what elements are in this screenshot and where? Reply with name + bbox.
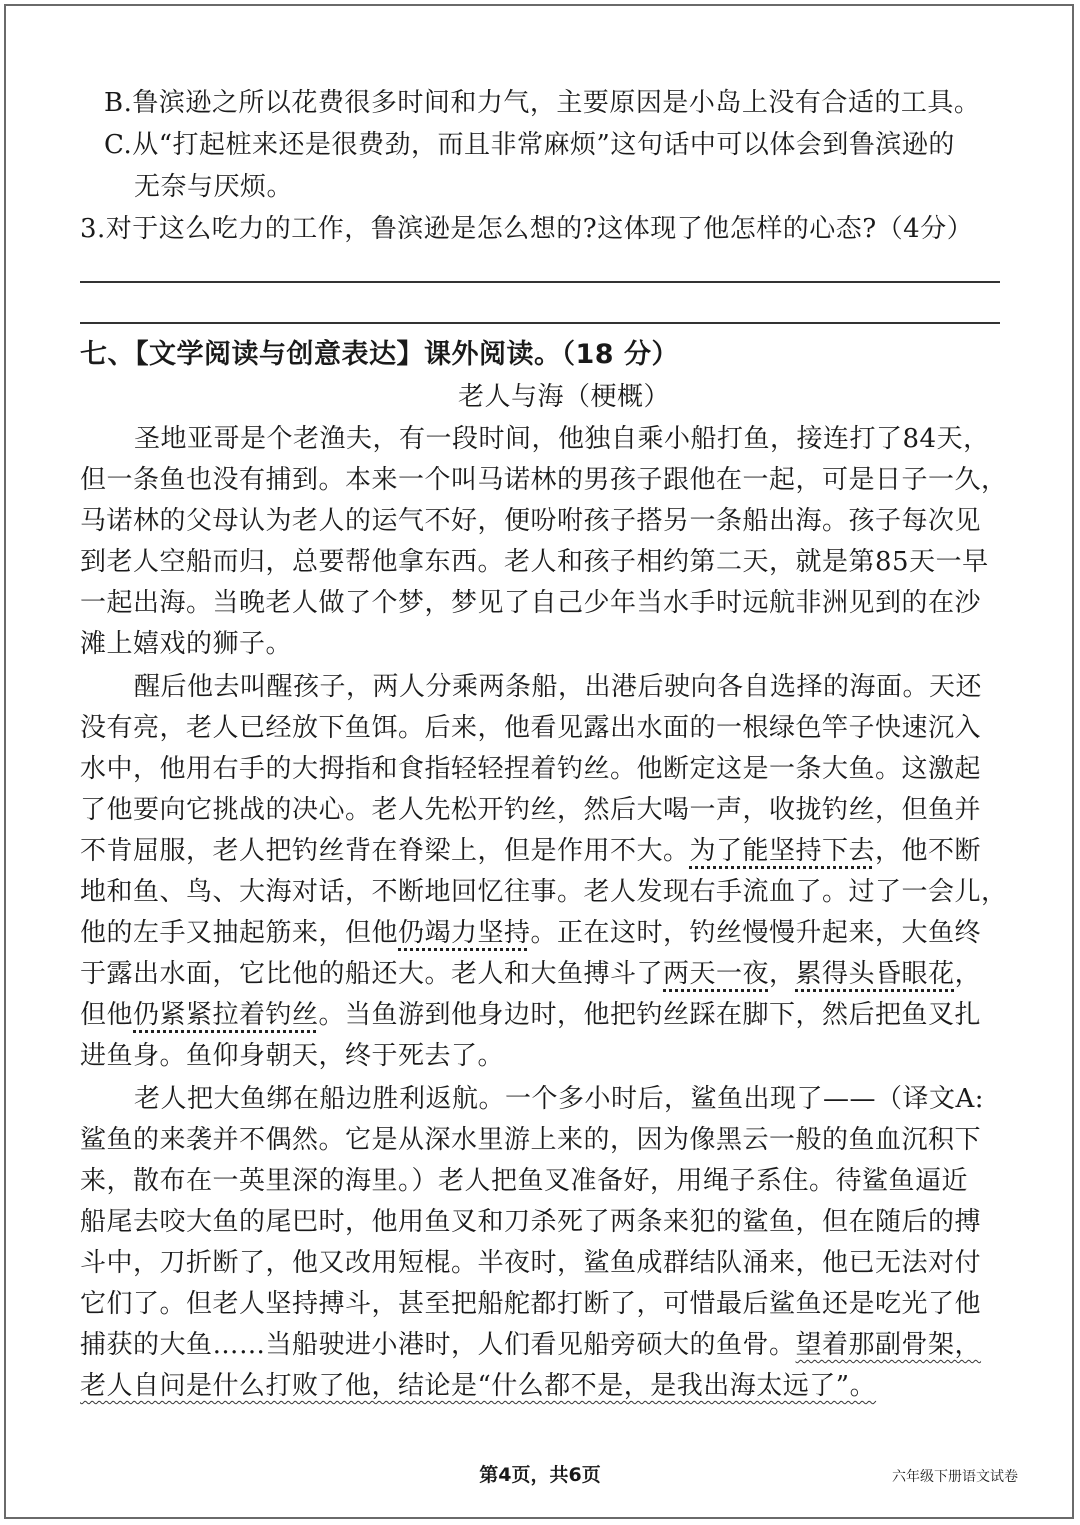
p2-line8-tail: ， xyxy=(954,959,982,989)
answer-line-1 xyxy=(80,281,1000,283)
exam-name: 六年级下册语文试卷 xyxy=(892,1469,1018,1485)
p2-line7-tail: 。正在这时，钓丝慢慢升起来，大鱼终 xyxy=(530,918,982,948)
p2-line9 xyxy=(80,998,981,1032)
p1-line4: 到老人空船而归，总要帮他拿东西。老人和孩子相约第二天，就是第85天一早 xyxy=(80,547,989,577)
p3-line6: 它们了。但老人坚持搏斗，甚至把船舵都打断了，可惜最后鲨鱼还是吃光了他 xyxy=(80,1289,982,1319)
p2-line9-head: 但他 xyxy=(80,1000,134,1030)
p2-line4: 了他要向它挑战的决心。老人先松开钓丝，然后大喝一声，收拢钓丝，但鱼并 xyxy=(80,795,982,825)
emphasis-dotted: 仍竭力坚持 xyxy=(398,918,531,948)
p3-line7 xyxy=(80,1328,981,1362)
emphasis-dotted: 累得头昏眼花 xyxy=(795,959,955,989)
p2-line2: 没有亮，老人已经放下鱼饵。后来，他看见露出水面的一根绿色竿子快速沉入 xyxy=(80,713,982,743)
emphasis-dotted: 仍紧紧拉着钓丝 xyxy=(133,1000,319,1030)
option-b: B.鲁滨逊之所以花费很多时间和力气，主要原因是小岛上没有合适的工具。 xyxy=(104,88,981,118)
p2-line6: 地和鱼、鸟、大海对话，不断地回忆往事。老人发现右手流血了。过了一会儿， xyxy=(80,877,1008,907)
p2-line7 xyxy=(80,916,981,950)
p3-line7-text: 捕获的大鱼……当船驶进小港时，人们看见船旁硕大的鱼骨。 xyxy=(80,1330,796,1360)
p1-line6: 滩上嬉戏的狮子。 xyxy=(80,629,293,659)
p3-line2: 鲨鱼的来袭并不偶然。它是从深水里游上来的，因为像黑云一般的鱼血沉积下 xyxy=(80,1125,982,1155)
p1-line3: 马诺林的父母认为老人的运气不好，便吩咐孩子搭另一条船出海。孩子每次见 xyxy=(80,506,982,536)
p3-line5: 斗中，刀折断了，他又改用短棍。半夜时，鲨鱼成群结队涌来，他已无法对付 xyxy=(80,1248,982,1278)
p3-line1: 老人把大鱼绑在船边胜利返航。一个多小时后，鲨鱼出现了——（译文A: xyxy=(134,1084,985,1114)
p1-line5: 一起出海。当晚老人做了个梦，梦见了自己少年当水手时远航非洲见到的在沙 xyxy=(80,588,982,618)
p2-line5-tail: ，他不断 xyxy=(875,836,982,866)
option-c-line2: 无奈与厌烦。 xyxy=(134,172,294,202)
p2-line5-text: 不肯屈服，老人把钓丝背在脊梁上，但是作用不大。 xyxy=(80,836,690,866)
p2-line10: 进鱼身。鱼仰身朝天，终于死去了。 xyxy=(80,1041,505,1071)
option-c-line1: C.从“打起桩来还是很费劲，而且非常麻烦”这句话中可以体会到鲁滨逊的 xyxy=(104,130,955,160)
p3-line4: 船尾去咬大鱼的尾巴时，他用鱼叉和刀杀死了两条来犯的鲨鱼，但在随后的搏 xyxy=(80,1207,982,1237)
p2-line8-text: 于露出水面，它比他的船还大。老人和大鱼搏斗了 xyxy=(80,959,664,989)
p2-line1: 醒后他去叫醒孩子，两人分乘两条船，出港后驶向各自选择的海面。天还 xyxy=(134,672,983,702)
p2-line5 xyxy=(80,834,981,868)
p2-line9-tail: 。当鱼游到他身边时，他把钓丝踩在脚下，然后把鱼叉扎 xyxy=(318,1000,982,1030)
p1-line1: 圣地亚哥是个老渔夫，有一段时间，他独自乘小船打鱼，接连打了84天， xyxy=(134,424,990,454)
p1-line2: 但一条鱼也没有捕到。本来一个叫马诺林的男孩子跟他在一起，可是日子一久， xyxy=(80,465,1008,495)
question-3: 3.对于这么吃力的工作，鲁滨逊是怎么想的?这体现了他怎样的心态?（4分） xyxy=(80,214,974,244)
emphasis-dotted: 为了能坚持下去 xyxy=(689,836,876,866)
emphasis-wavy: 望着那副骨架， xyxy=(795,1330,982,1360)
p2-line8-comma: ， xyxy=(769,959,796,989)
article-title: 老人与海（梗概） xyxy=(458,382,671,412)
p2-line7-text: 他的左手又抽起筋来，但他 xyxy=(80,918,399,948)
emphasis-dotted: 两天一夜 xyxy=(663,959,770,989)
p3-line3: 来，散布在一英里深的海里。）老人把鱼叉准备好，用绳子系住。待鲨鱼逼近 xyxy=(80,1166,969,1196)
p2-line8 xyxy=(80,957,981,991)
section-7-title: 七、【文学阅读与创意表达】课外阅读。（18 分） xyxy=(80,339,679,370)
page-number: 第4页，共6页 xyxy=(479,1464,601,1486)
p3-line8: 老人自问是什么打败了他，结论是“什么都不是，是我出海太远了”。 xyxy=(80,1371,877,1401)
p2-line3: 水中，他用右手的大拇指和食指轻轻捏着钓丝。他断定这是一条大鱼。这激起 xyxy=(80,754,982,784)
answer-line-2 xyxy=(80,322,1000,324)
